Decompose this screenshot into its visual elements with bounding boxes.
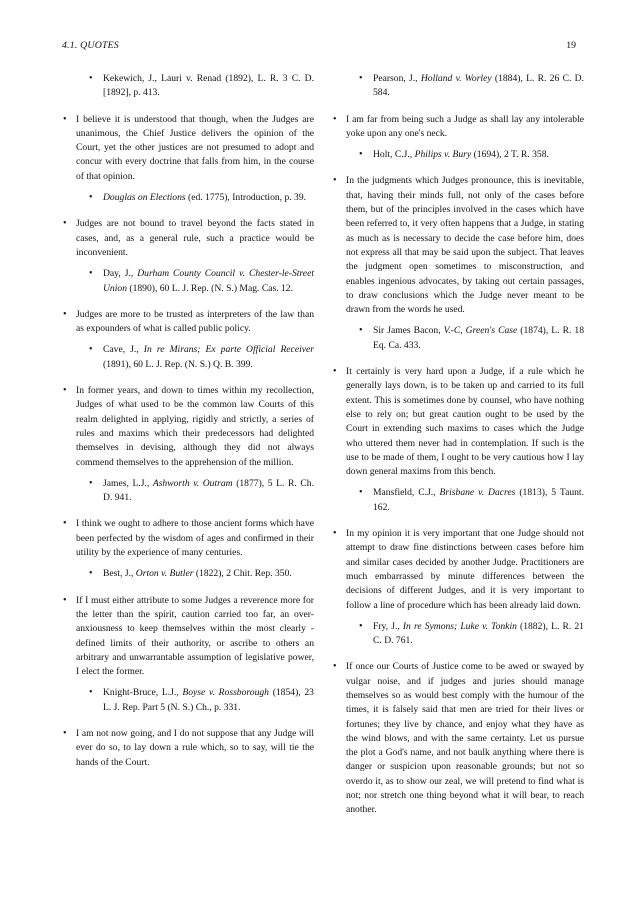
citation-author: Fry, J., xyxy=(373,620,403,632)
quote-item xyxy=(62,727,314,770)
citation-reference: (1882), L. R. 21 C. D. 761. xyxy=(373,620,584,647)
quote-item xyxy=(332,113,584,163)
citation xyxy=(62,477,314,506)
citation-case: Ashworth v. Outram xyxy=(152,477,233,489)
quote-item xyxy=(62,72,314,101)
citation-reference: (1854), 23 L. J. Rep. Part 5 (N. S.) Ch., p. 331. xyxy=(103,687,314,713)
citation-author: Holt, C.J., xyxy=(373,149,415,161)
citation-reference: (1891), 60 L. J. Rep. (N. S.) Q. B. 399. xyxy=(103,358,253,370)
citation xyxy=(332,486,584,515)
citation-reference: (1890), 60 L. J. Rep. (N. S.) Mag. Cas. 12. xyxy=(126,282,293,294)
citation-case: Philips v. Bury xyxy=(414,149,472,161)
citation xyxy=(332,148,584,162)
quote-item xyxy=(332,174,584,353)
quote-text: • In my opinion it is very important that one Judge should not attempt to draw fine distinctions between cases before him and similar cases decided by another Judge. Practitioners are much embarrassed by minute differences between the decisions of different Judges, and it is very important to follow a line of procedure which has been already laid down. xyxy=(332,527,584,613)
citation-author: Day, J., xyxy=(103,268,138,280)
citation xyxy=(332,620,584,649)
quote-text: • If once our Courts of Justice come to be awed or swayed by vulgar noise, and if judges and juries should manage themselves so as would best comply with the humour of the times, it is falsely said that men are tried for their lives or fortunes; they live by chance, and enjoy what they have as the wind blows, and with the same certainty. Let us pursue the plot a God's name, and not baulk anything where there is danger or suspicion upon reasonable grounds; but not so overdo it, as to show our zeal, we will pretend to find what is not; nor stretch one thing beyond what it will bear, to reach another. xyxy=(332,660,584,817)
quote-item xyxy=(62,384,314,505)
citation xyxy=(62,686,314,715)
citation-reference: (1822), 2 Chit. Rep. 350. xyxy=(193,568,292,580)
quote-item xyxy=(62,308,314,372)
quote-text: • I am far from being such a Judge as shall lay any intolerable yoke upon any one's neck. xyxy=(332,113,584,142)
citation-reference: (1813), 5 Taunt. 162. xyxy=(373,487,584,513)
quote-text: • Judges are not bound to travel beyond the facts stated in cases, and, as a general rule, such a practice would be inconvenient. xyxy=(62,217,314,260)
right-column xyxy=(332,72,584,830)
citation-title: Douglas on Elections xyxy=(103,192,186,204)
citation-case: Brisbane v. Dacres xyxy=(439,487,516,499)
citation-case: V.-C, Green's Case xyxy=(443,325,518,337)
citation-case: Orton v. Butler xyxy=(135,568,194,580)
quote-text: • I think we ought to adhere to those ancient forms which have been perfected by the wisdom of ages and confirmed in their utility by the experience of many centuries. xyxy=(62,517,314,560)
citation xyxy=(332,324,584,353)
quote-text: • I believe it is understood that though, when the Judges are unanimous, the Chief Justice delivers the opinion of the Court, yet the other justices are not presumed to adopt and concur with every doctrine that falls from him, in the course of that opinion. xyxy=(62,113,314,184)
citation-reference: (1874), L. R. 18 Eq. Ca. 433. xyxy=(373,325,584,351)
citation-case: Boyse v. Rossborough xyxy=(182,687,269,699)
citation-author: Mansfield, C.J., xyxy=(373,487,440,499)
citation-author: Sir James Bacon, xyxy=(373,325,444,337)
citation-author: Pearson, J., xyxy=(373,73,421,84)
quote-text: • It certainly is very hard upon a Judge, if a rule which he generally lays down, is to be taken up and carried to its full extent. This is sometimes done by counsel, who have nothing else to rely on; but great caution ought to be used by the Court in extending such maxims to cases which the Judge who uttered them never had in contemplation. If such is the use to be made of them, I ought to be very cautious how I lay down general maxims from this bench. xyxy=(332,365,584,479)
quote-text: • Judges are more to be trusted as interpreters of the law than as expounders of what is called public policy. xyxy=(62,308,314,337)
citation xyxy=(62,343,314,372)
citation-reference: (1877), 5 L. R. Ch. D. 941. xyxy=(103,477,314,504)
citation-case: In re Mirans; Ex parte Official Receiver xyxy=(143,344,314,356)
quote-item xyxy=(332,365,584,515)
quote-item xyxy=(332,660,584,817)
quote-text: • If I must either attribute to some Judges a reverence more for the letter than the spirit, caution carried too far, an over-anxiousness to keep themselves within the most clearly - defined limits of their authority, or ascribe to others an arbitrary and unwarrantable assumption of legislative power, I elect the former. xyxy=(62,594,314,680)
quote-item xyxy=(332,527,584,648)
citation xyxy=(332,72,584,101)
citation-author: Knight-Bruce, L.J., xyxy=(103,687,183,699)
citation-case: Durham County Council v. Chester-le-Street Union xyxy=(103,268,314,294)
quote-item xyxy=(62,517,314,581)
citation-author: Best, J., xyxy=(103,568,136,580)
citation: • Kekewich, J., Lauri v. Renad (1892), L. R. 3 C. D. [1892], p. 413. xyxy=(62,72,314,101)
citation-case: Holland v. Worley xyxy=(420,73,492,84)
citation xyxy=(62,567,314,581)
quote-item xyxy=(62,113,314,206)
quote-item xyxy=(62,217,314,295)
quote-text: • I am not now going, and I do not suppose that any Judge will ever do so, to lay down a rule which, so to say, will tie the hands of the Court. xyxy=(62,727,314,770)
quote-text: • In the judgments which Judges pronounce, this is inevitable, that, having their minds full, not only of the cases before them, but of the principles involved in the cases which have been referred to, it very often happens that a Judge, in stating as much as is necessary to decide the case before him, does not express all that may be said upon the subject. That leaves the judgment open sometimes to misconstruction, and enables ingenious advocates, by taking out certain passages, to draw conclusions which the Judge never meant to be drawn from the words he used. xyxy=(332,174,584,317)
page-number: 19 xyxy=(566,40,576,51)
citation-reference: (1884), L. R. 26 C. D. 584. xyxy=(373,73,585,99)
running-header xyxy=(62,40,576,54)
citation-case: In re Symons; Luke v. Tonkin xyxy=(402,620,517,632)
citation xyxy=(62,191,314,205)
quote-item xyxy=(332,72,584,101)
citation-reference: (1694), 2 T. R. 358. xyxy=(471,149,549,161)
citation-author: James, L.J., xyxy=(103,477,153,489)
citation-author: Cave, J., xyxy=(103,344,144,356)
left-column xyxy=(62,72,314,782)
citation xyxy=(62,267,314,296)
section-title: 4.1. QUOTES xyxy=(62,40,119,51)
citation-reference: (ed. 1775), Introduction, p. 39. xyxy=(185,192,307,204)
quote-item xyxy=(62,594,314,715)
quote-text: • In former years, and down to times within my recollection, Judges of what used to be the common law Courts of this realm delighted in applying, rigidly and strictly, a series of rules and maxims which their predecessors had delighted themselves in devising, although they did not always commend themselves to the apprehension of the million. xyxy=(62,384,314,470)
